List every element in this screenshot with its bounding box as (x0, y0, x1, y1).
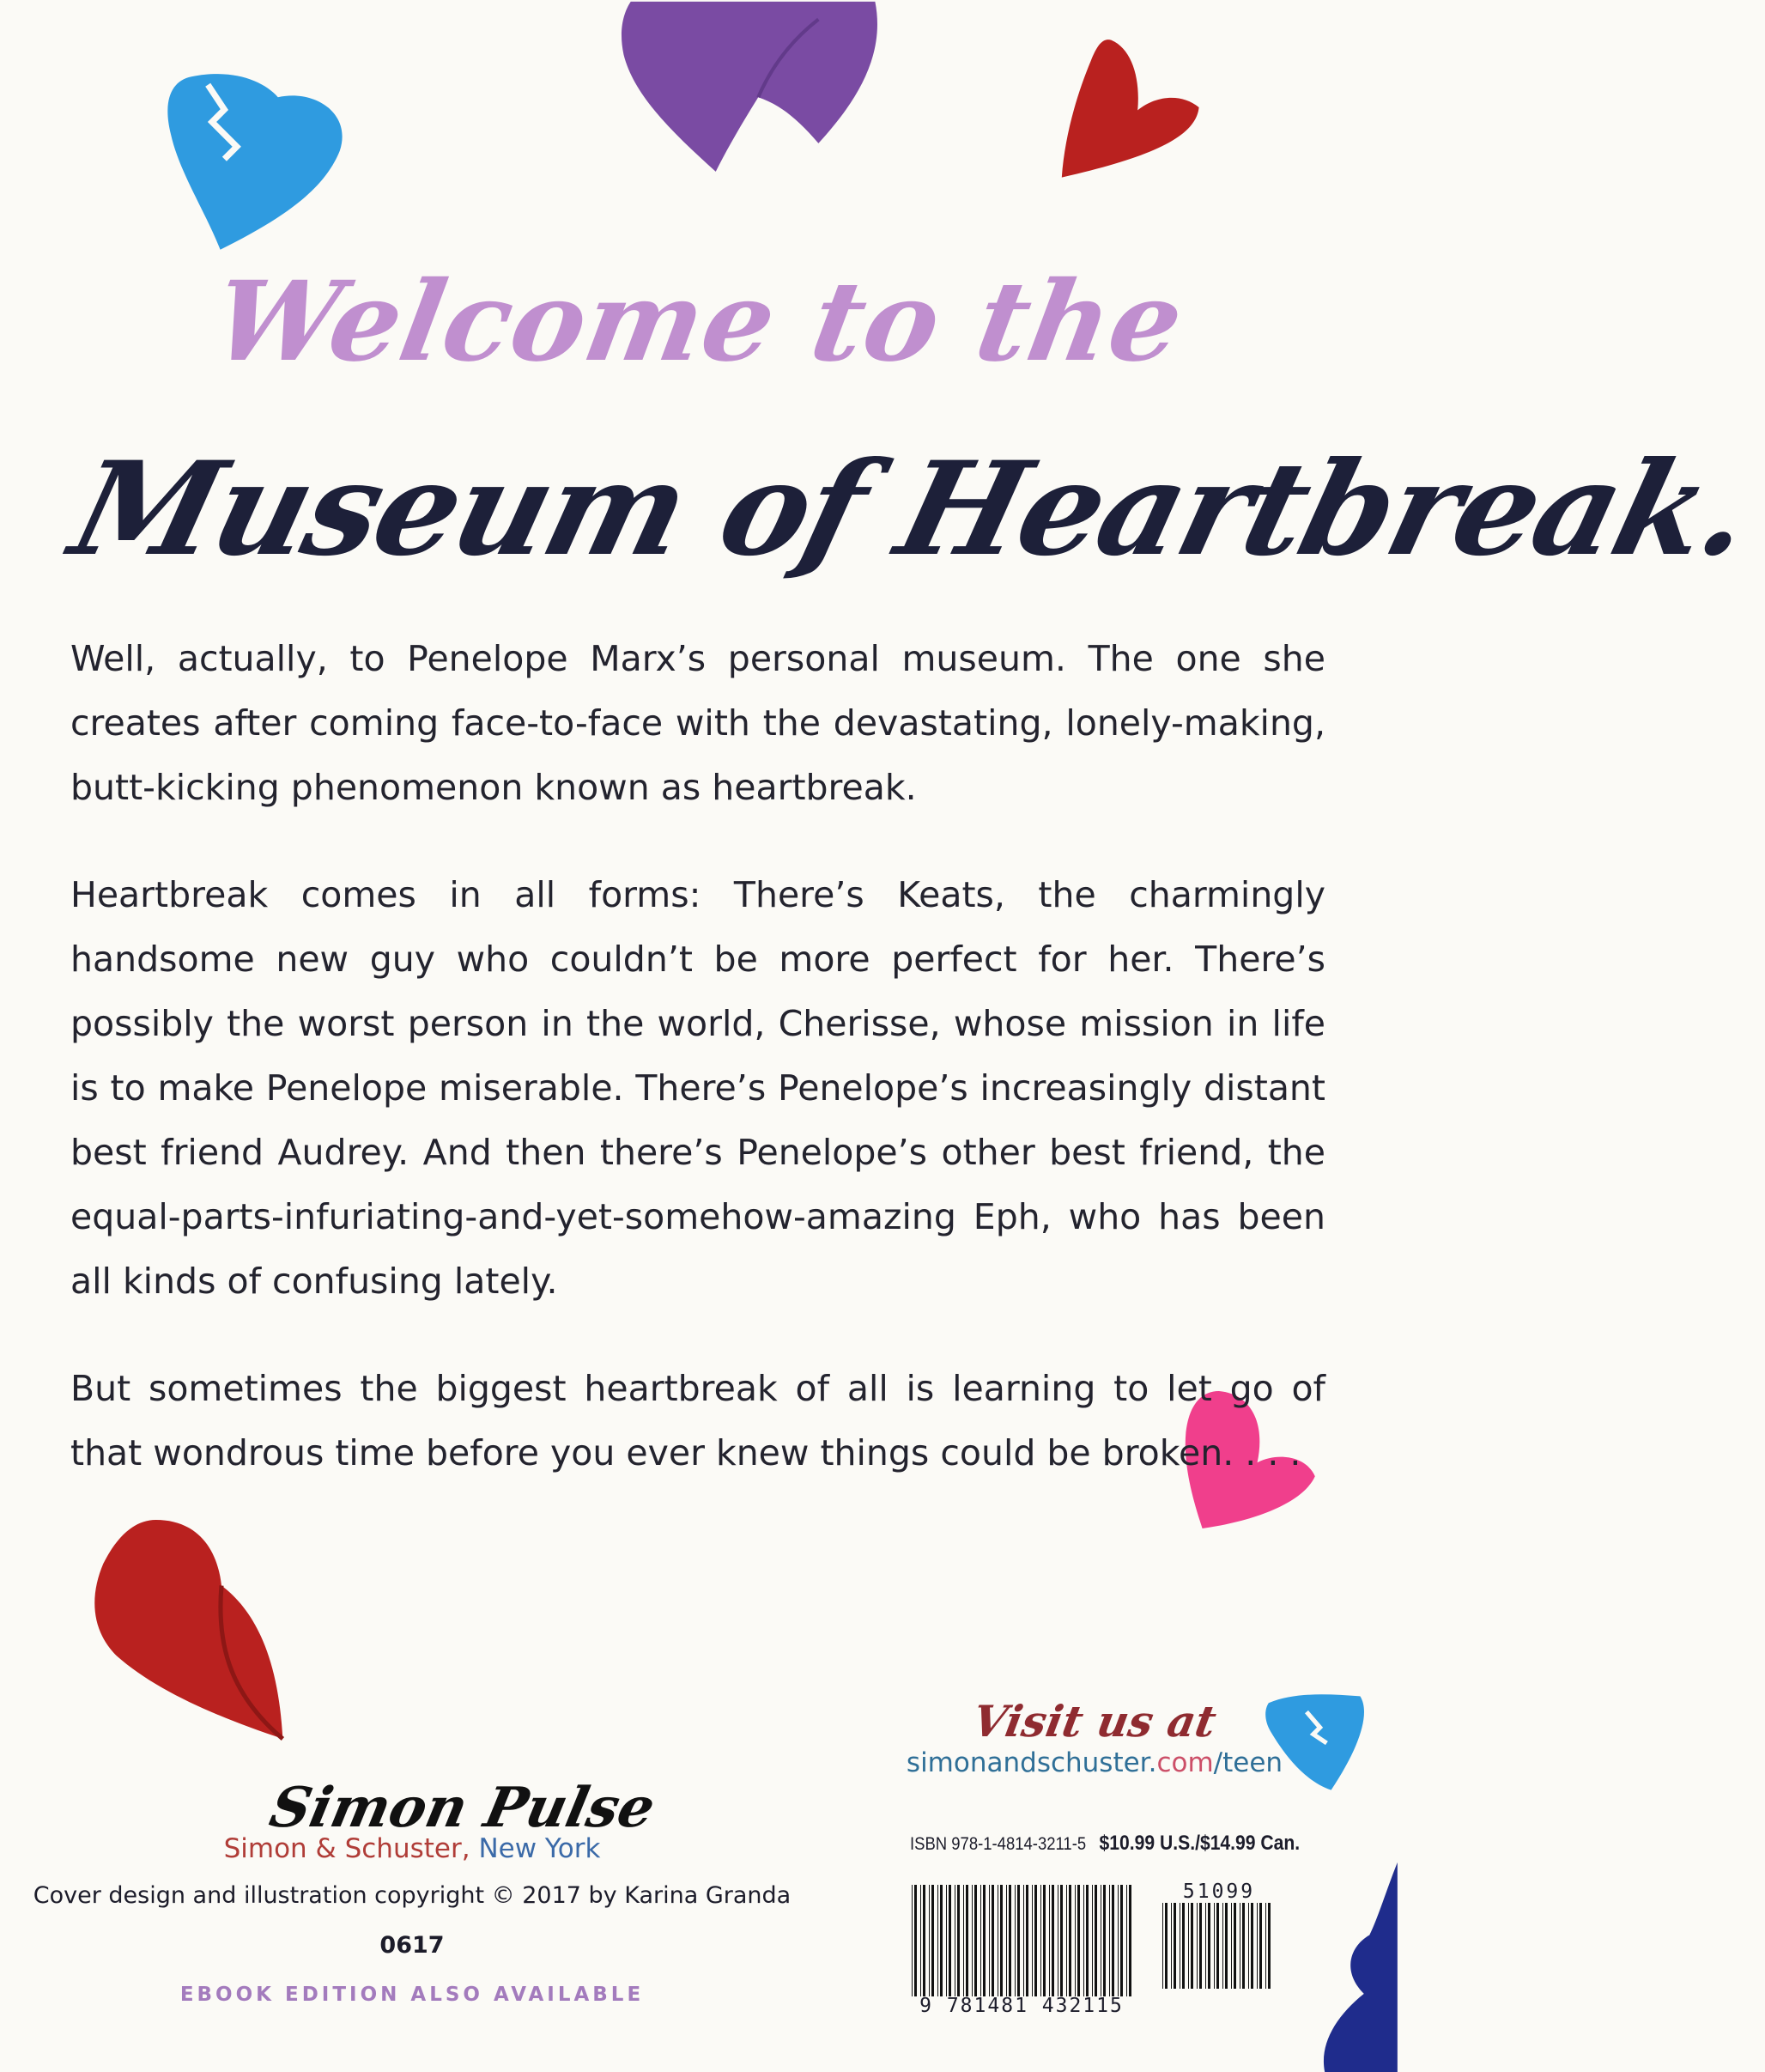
barcode-bar (1017, 1885, 1020, 1996)
barcode-bar (1208, 1903, 1210, 1989)
barcode-bar (1109, 1885, 1110, 1996)
barcode-bar (980, 1885, 981, 1996)
barcode-bar (1165, 1903, 1168, 1989)
barcode-bar (946, 1885, 947, 1996)
barcode-bar (1205, 1903, 1206, 1989)
barcode-bar (1015, 1885, 1016, 1996)
barcode-bar (1043, 1885, 1046, 1996)
barcode-bar (1112, 1885, 1114, 1996)
url-tld: com (1156, 1747, 1214, 1778)
barcode-bar (1126, 1885, 1127, 1996)
back-cover-blurb (70, 627, 1325, 1528)
isbn-barcode (910, 1885, 1135, 1996)
barcode-bar (972, 1885, 973, 1996)
barcode-bar (963, 1885, 964, 1996)
barcode-bar (1234, 1903, 1236, 1989)
barcode-bar (1077, 1885, 1080, 1996)
barcode-bar (1257, 1903, 1258, 1989)
barcode-bar (1118, 1885, 1119, 1996)
price-barcode (1161, 1903, 1272, 1989)
broken-heart-blue-icon (150, 60, 356, 266)
barcode-bar (974, 1885, 977, 1996)
barcode-bar (1006, 1885, 1007, 1996)
website-url[interactable] (893, 1747, 1296, 1778)
barcode-bar (1197, 1903, 1198, 1989)
publisher-name: Simon & Schuster, (223, 1833, 470, 1864)
barcode-bar (1214, 1903, 1215, 1989)
barcode-bar (992, 1885, 994, 1996)
barcode-bar (931, 1885, 934, 1996)
barcode-bar (920, 1885, 921, 1996)
blurb-paragraph-3: But sometimes the biggest heartbreak of all is learning to let go of that wondrous time before you ever knew things could be broken. . . . (70, 1368, 1325, 1473)
barcode-bar (1034, 1885, 1037, 1996)
barcode-bar (1009, 1885, 1011, 1996)
barcode-bar (1103, 1885, 1106, 1996)
barcode-bar (949, 1885, 951, 1996)
barcode-bar (1216, 1903, 1219, 1989)
barcode-bar (989, 1885, 990, 1996)
barcode-bar (1268, 1903, 1271, 1989)
barcode-bar (1174, 1903, 1176, 1989)
barcode-bar (912, 1885, 913, 1996)
barcode-bar (1248, 1903, 1249, 1989)
barcode-bar (1086, 1885, 1089, 1996)
barcode-bar (1069, 1885, 1071, 1996)
barcode-bar (1171, 1903, 1172, 1989)
barcode-bar (1231, 1903, 1232, 1989)
barcode-bar (957, 1885, 960, 1996)
barcode-digits: 9 781481 432115 (919, 1995, 1124, 2017)
barcode-bar (966, 1885, 968, 1996)
barcode-bar (1092, 1885, 1093, 1996)
barcode-bar (1023, 1885, 1024, 1996)
barcode-bar (914, 1885, 917, 1996)
barcode-bar (1040, 1885, 1041, 1996)
barcode-bar (1052, 1885, 1054, 1996)
barcode-bar (1222, 1903, 1223, 1989)
barcode-bar (1259, 1903, 1262, 1989)
barcode-bar (1191, 1903, 1193, 1989)
barcode-bar (1032, 1885, 1033, 1996)
isbn-price-line (910, 1832, 1301, 1856)
ebook-notice: EBOOK EDITION ALSO AVAILABLE (179, 1984, 645, 2006)
price-label: $10.99 U.S./$14.99 Can. (1099, 1832, 1301, 1855)
heart-red-icon (1052, 34, 1206, 180)
barcode-bar (983, 1885, 986, 1996)
barcode-bar (1199, 1903, 1202, 1989)
barcode-bar (1083, 1885, 1084, 1996)
barcode-bar (1049, 1885, 1050, 1996)
title-welcome-line: Welcome to the (204, 258, 1193, 386)
barcode-bar (929, 1885, 930, 1996)
barcode-bar (1162, 1903, 1163, 1989)
print-code: 0617 (379, 1932, 445, 1959)
url-path: /teen (1213, 1747, 1283, 1778)
blurb-paragraph-2: Heartbreak comes in all forms: There’s Keats, the charmingly handsome new guy who couldn’t be more perfect for her. There’s possibly the worst person in the world, Cherisse, whose mission in life is to make Penelope miserable. There’s Penelope’s increasingly distant best friend Audrey. And then there’s Penelope’s other best friend, the equal-parts-infuriating-and-yet-somehow-amazing Eph, who has been all kinds of confusing lately. (70, 874, 1325, 1302)
barcode-bar (1129, 1885, 1131, 1996)
barcode-bar (1060, 1885, 1063, 1996)
heart-navy-icon (1313, 1820, 1398, 2072)
blurb-paragraph-1: Well, actually, to Penelope Marx’s personal museum. The one she creates after coming face-to-face with the devastating, lonely-making, butt-kicking phenomenon known as heartbreak. (70, 638, 1325, 808)
visit-us-label: Visit us at (968, 1696, 1221, 1747)
barcode-bar (940, 1885, 943, 1996)
barcode-bar (923, 1885, 925, 1996)
url-domain: simonandschuster. (906, 1747, 1157, 1778)
barcode-bar (937, 1885, 938, 1996)
barcode-bar (1120, 1885, 1123, 1996)
price-code-digits: 51099 (1182, 1881, 1256, 1903)
barcode-bar (1188, 1903, 1189, 1989)
barcode-bar (1251, 1903, 1253, 1989)
barcode-bar (1265, 1903, 1266, 1989)
heart-purple-icon (610, 0, 893, 180)
isbn-number: ISBN 978-1-4814-3211-5 (910, 1834, 1087, 1854)
barcode-bar (1182, 1903, 1185, 1989)
barcode-bar (1075, 1885, 1076, 1996)
heart-red-icon (90, 1520, 309, 1739)
barcode-bar (1242, 1903, 1245, 1989)
publisher-line (0, 1833, 824, 1864)
publisher-city: New York (478, 1833, 601, 1864)
cover-credit: Cover design and illustration copyright © 2017 by Karina Granda (33, 1882, 792, 1909)
barcode-bar (1095, 1885, 1097, 1996)
title-museum-line: Museum of Heartbreak. (58, 434, 1765, 585)
barcode-bar (1000, 1885, 1003, 1996)
barcode-bar (1026, 1885, 1028, 1996)
barcode-bar (1066, 1885, 1067, 1996)
publisher-logo-name: Simon Pulse (264, 1775, 661, 1840)
barcode-bar (1225, 1903, 1228, 1989)
